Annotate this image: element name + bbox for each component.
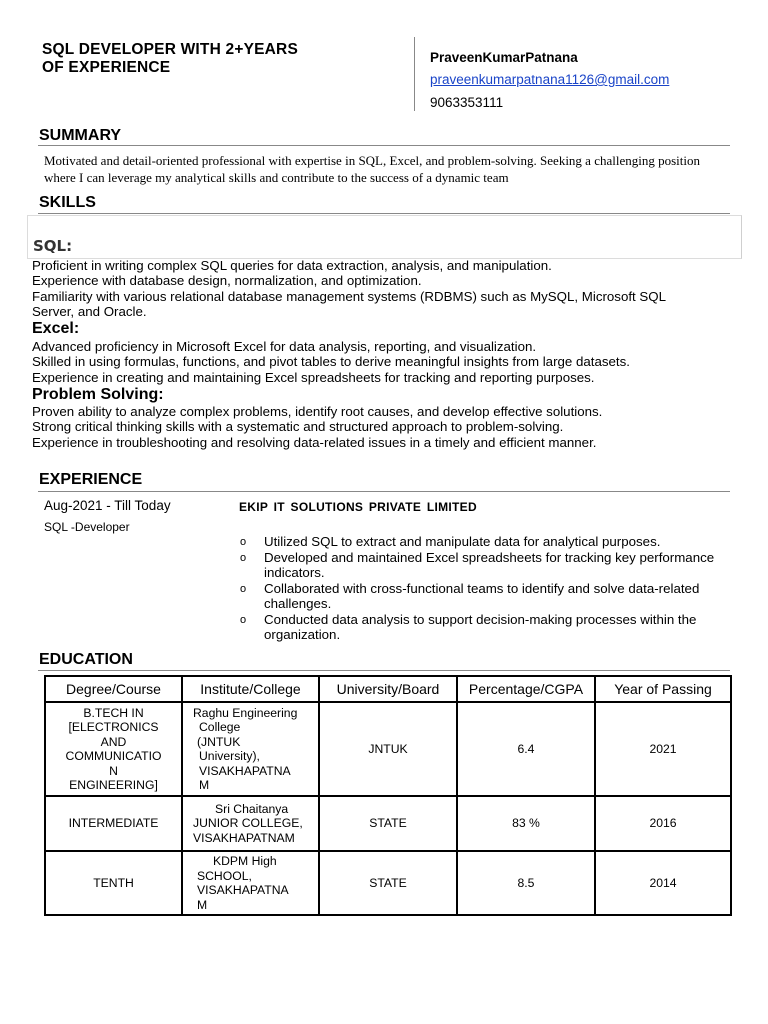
- cell-line: College: [199, 720, 241, 734]
- problem-solving-heading: Problem Solving:: [32, 386, 164, 403]
- score-cell: 6.4: [457, 702, 595, 796]
- sql-skill-line: Experience with database design, normalization, and optimization.: [32, 273, 422, 289]
- board-cell: JNTUK: [319, 702, 457, 796]
- year-cell: 2016: [595, 796, 731, 851]
- cell-line: M: [199, 778, 210, 792]
- resume-headline: [42, 41, 298, 77]
- column-header: Degree/Course: [45, 676, 182, 702]
- column-header: Percentage/CGPA: [457, 676, 595, 702]
- email-link[interactable]: praveenkumarpatnana1126@gmail.com: [430, 72, 670, 87]
- year-cell: 2021: [595, 702, 731, 796]
- cell-line: University),: [199, 749, 260, 763]
- cell-line: ENGINEERING]: [69, 778, 158, 792]
- phone-number: 9063353111: [430, 95, 504, 110]
- candidate-name: PraveenKumarPatnana: [430, 50, 578, 65]
- institute-cell: [182, 796, 319, 851]
- cell-line: INTERMEDIATE: [68, 816, 159, 831]
- sql-heading-box: [27, 215, 742, 259]
- bullet-text: Utilized SQL to extract and manipulate data for analytical purposes.: [264, 534, 661, 549]
- sql-skill-heading: SQL:: [33, 237, 73, 255]
- cell-line: (JNTUK: [197, 734, 241, 749]
- education-title: EDUCATION: [39, 651, 133, 668]
- column-header: Year of Passing: [595, 676, 731, 702]
- excel-skill-line: Experience in creating and maintaining Excel spreadsheets for tracking and reporting purposes.: [32, 369, 595, 385]
- list-item: [240, 550, 732, 581]
- degree-cell: [45, 796, 182, 851]
- problem-solving-text: [32, 404, 732, 450]
- table-row: [45, 702, 731, 796]
- bullet-text: Collaborated with cross-functional teams to identify and solve data-related challenges.: [264, 580, 700, 611]
- cell-line: N: [109, 763, 118, 778]
- list-item: [240, 612, 732, 643]
- table-row: [45, 796, 731, 851]
- summary-text: Motivated and detail-oriented professional with expertise in SQL, Excel, and problem-solving. Seeking a challenging position where I can leverage my analytical skills and contribute to the success of a dynamic team: [44, 153, 700, 185]
- experience-date: Aug-2021 - Till Today: [44, 498, 171, 513]
- experience-company: EKIP IT SOLUTIONS PRIVATE LIMITED: [239, 500, 477, 514]
- problem-solving-line: Strong critical thinking skills with a systematic and structured approach to problem-solving.: [32, 419, 564, 435]
- bullet-marker: o: [240, 536, 247, 548]
- degree-cell: [45, 851, 182, 915]
- bullet-marker: o: [240, 551, 247, 564]
- experience-role: SQL -Developer: [44, 520, 130, 534]
- cell-line: [ELECTRONICS: [68, 720, 159, 734]
- skills-rule: [38, 213, 730, 214]
- problem-solving-line: Experience in troubleshooting and resolving data-related issues in a timely and efficient manner.: [32, 434, 597, 450]
- cell-line: TENTH: [93, 875, 134, 890]
- bullet-text: Developed and maintained Excel spreadsheets for tracking key performance indicators.: [264, 549, 715, 580]
- sql-skill-text: [32, 258, 732, 320]
- degree-cell: [45, 702, 182, 796]
- institute-cell: [182, 702, 319, 796]
- experience-rule: [38, 491, 730, 492]
- cell-line: KDPM High: [213, 854, 277, 868]
- sql-skill-line: Server, and Oracle.: [32, 304, 147, 320]
- header-divider: [414, 37, 415, 111]
- year-cell: 2014: [595, 851, 731, 915]
- bullet-text: Conducted data analysis to support decision-making processes within the organization.: [264, 611, 697, 642]
- bullet-marker: o: [240, 613, 247, 626]
- score-cell: 8.5: [457, 851, 595, 915]
- cell-line: VISAKHAPATNAM: [193, 830, 295, 845]
- bullet-marker: o: [240, 582, 247, 595]
- education-table: [44, 675, 732, 916]
- board-cell: STATE: [319, 796, 457, 851]
- cell-line: Sri Chaitanya: [215, 801, 289, 816]
- cell-line: M: [197, 897, 208, 912]
- experience-bullets: [240, 534, 732, 643]
- board-cell: STATE: [319, 851, 457, 915]
- list-item: [240, 581, 732, 612]
- headline-line-1: SQL DEVELOPER WITH 2+YEARS: [42, 41, 298, 58]
- excel-skill-heading: Excel:: [32, 320, 80, 337]
- score-cell: 83 %: [457, 796, 595, 851]
- list-item: [240, 534, 732, 550]
- excel-skill-text: [32, 339, 732, 385]
- experience-title: EXPERIENCE: [39, 471, 143, 488]
- column-header: University/Board: [319, 676, 457, 702]
- problem-solving-line: Proven ability to analyze complex problems, identify root causes, and develop effective solutions.: [32, 404, 603, 419]
- sql-skill-line: Familiarity with various relational database management systems (RDBMS) such as MySQL, Microsoft SQL: [32, 288, 667, 304]
- headline-line-2: OF EXPERIENCE: [42, 59, 171, 76]
- cell-line: SCHOOL,: [197, 868, 252, 883]
- table-row: [45, 851, 731, 915]
- cell-line: AND: [100, 734, 127, 749]
- cell-line: VISAKHAPATNA: [197, 883, 289, 897]
- excel-skill-line: Skilled in using formulas, functions, and pivot tables to derive meaningful insights from large datasets.: [32, 354, 630, 370]
- cell-line: COMMUNICATIO: [65, 749, 162, 763]
- summary-title: SUMMARY: [39, 127, 122, 144]
- column-header: Institute/College: [182, 676, 319, 702]
- summary-rule: [38, 145, 730, 146]
- sql-skill-line: Proficient in writing complex SQL queries for data extraction, analysis, and manipulation.: [32, 258, 552, 273]
- cell-line: VISAKHAPATNA: [199, 763, 291, 778]
- education-rule: [38, 670, 730, 671]
- institute-cell: [182, 851, 319, 915]
- cell-line: JUNIOR COLLEGE,: [193, 816, 303, 831]
- table-header-row: [45, 676, 731, 702]
- excel-skill-line: Advanced proficiency in Microsoft Excel for data analysis, reporting, and visualization.: [32, 339, 537, 354]
- cell-line: Raghu Engineering: [193, 705, 298, 720]
- skills-title: SKILLS: [39, 194, 96, 211]
- cell-line: B.TECH IN: [83, 705, 144, 720]
